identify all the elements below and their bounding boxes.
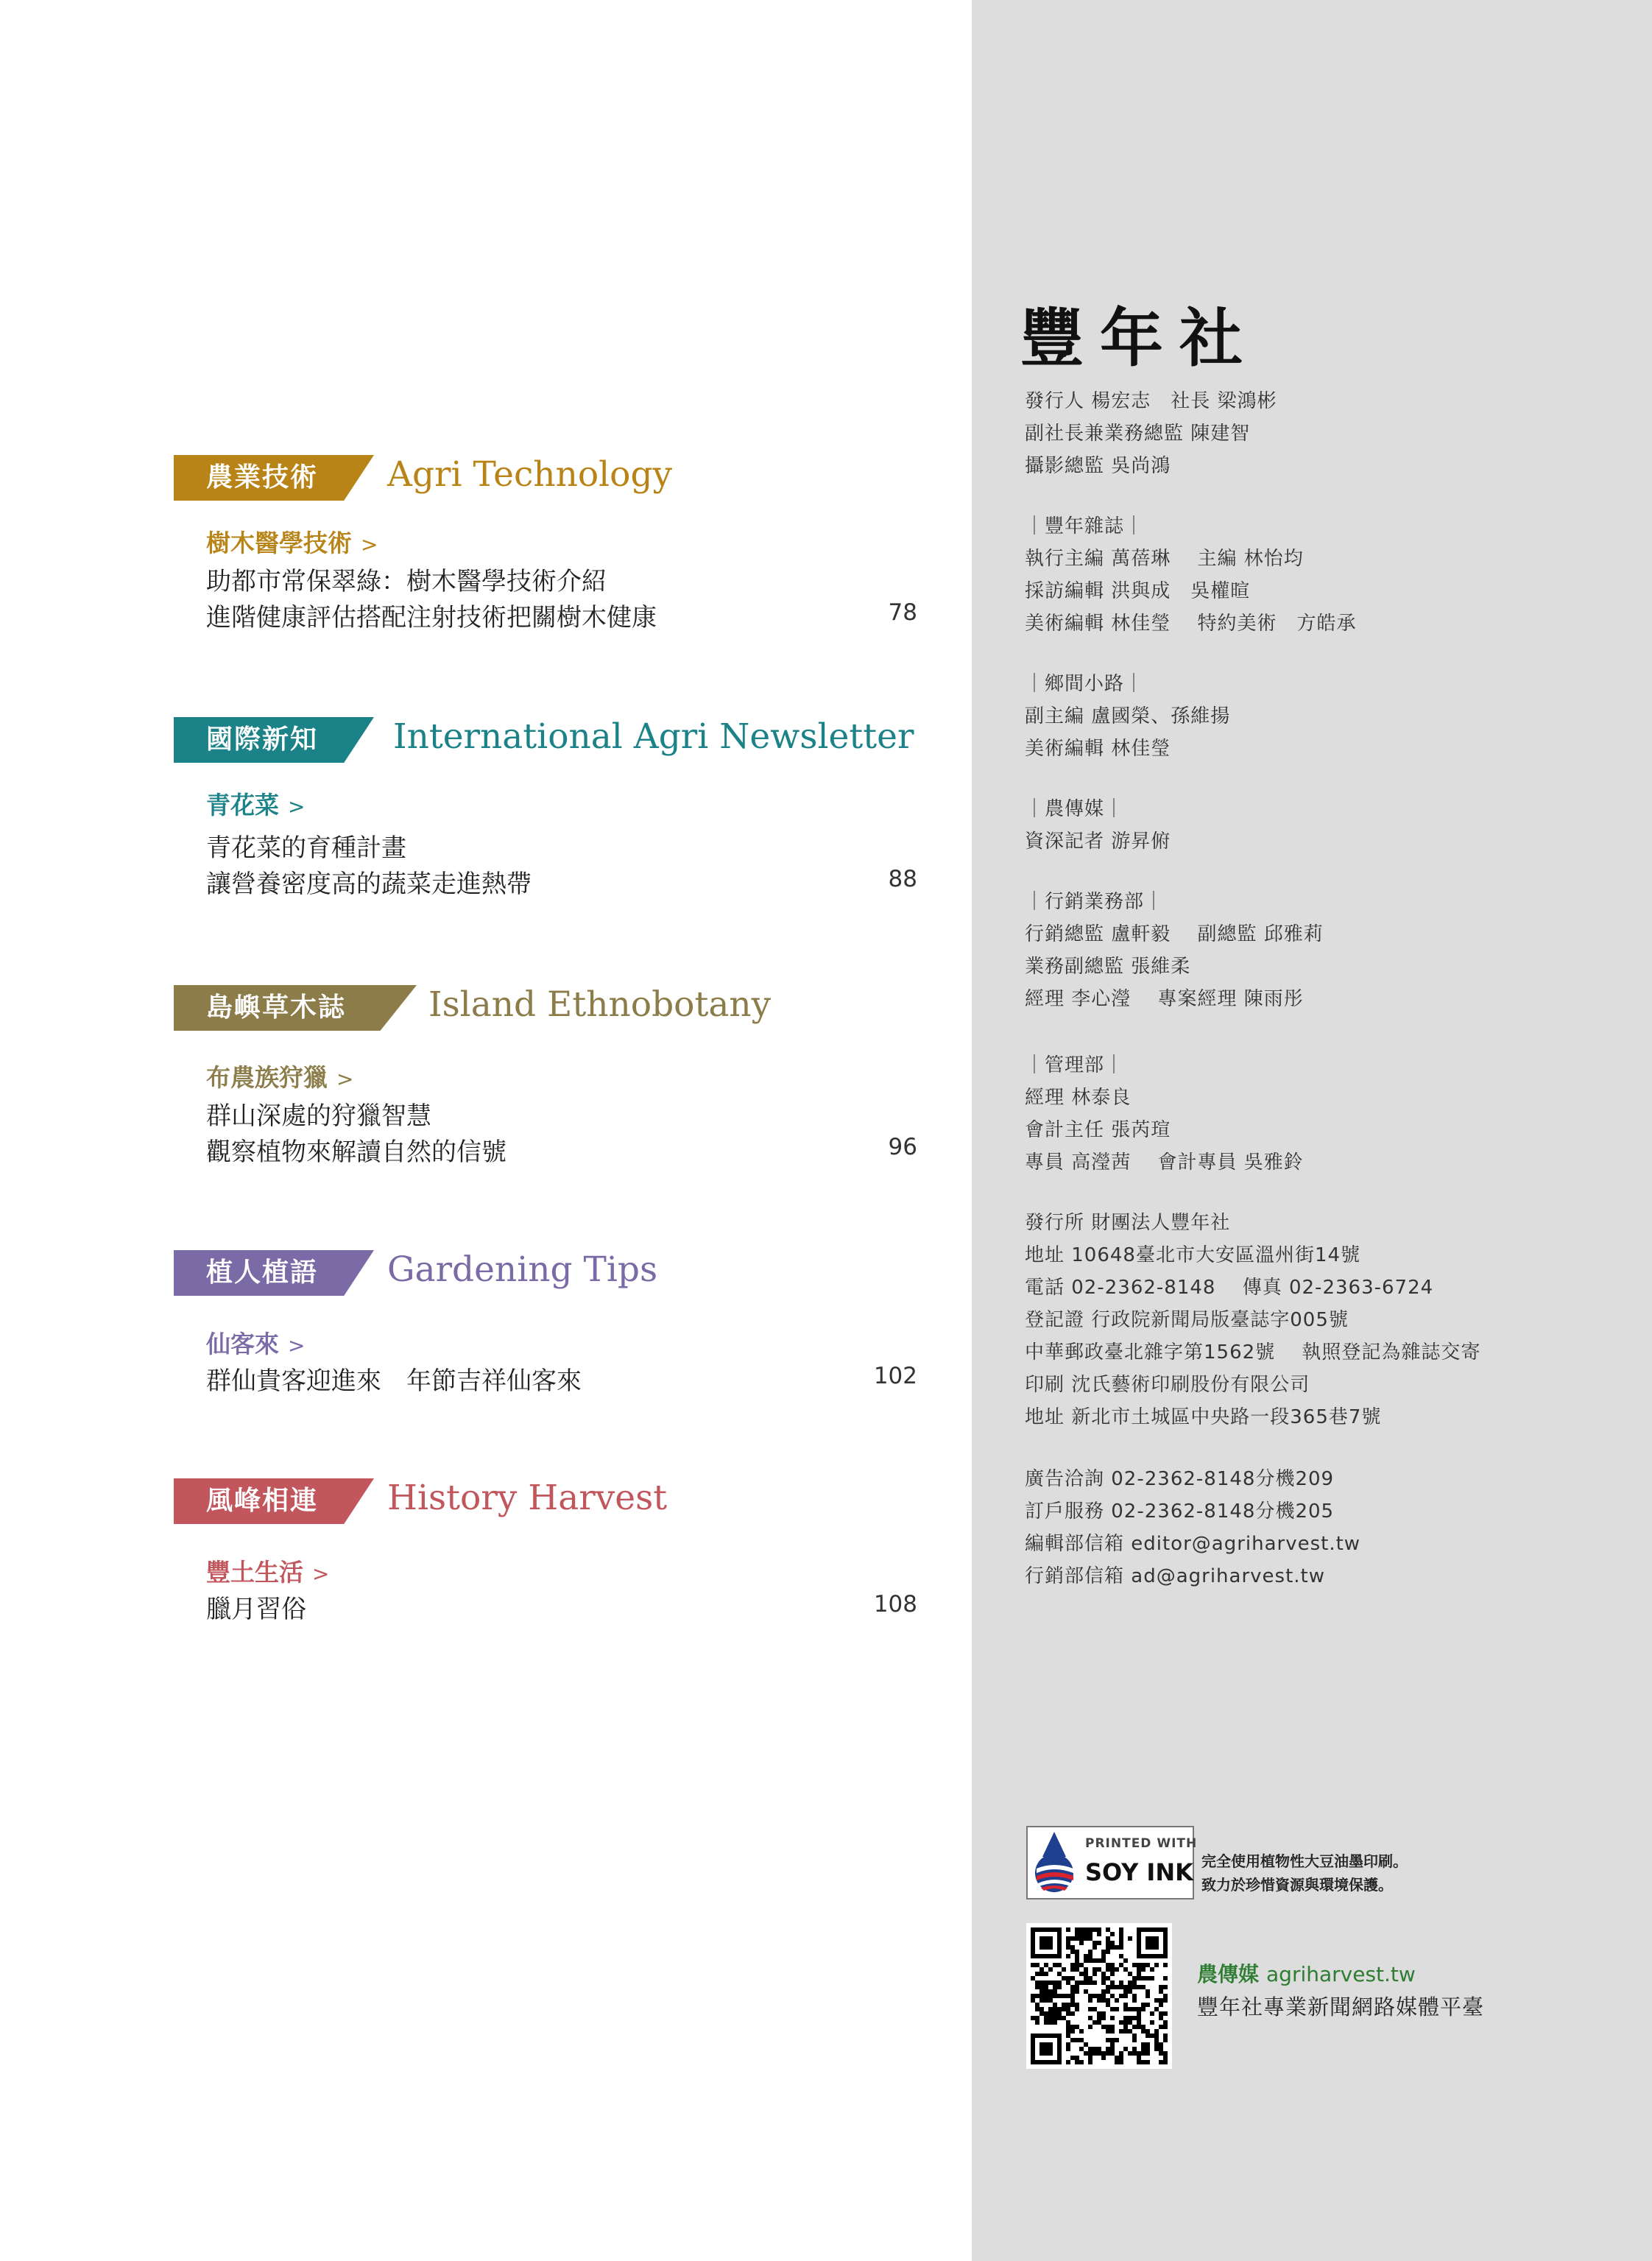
publisher-brand: 豐年社 [1020, 301, 1259, 375]
masthead-line: 副主編 盧國榮、孫維揚 [1025, 705, 1231, 727]
section-english-title: History Harvest [387, 1478, 668, 1518]
masthead-line: 行銷總監 盧軒毅 副總監 邱雅莉 [1025, 923, 1324, 945]
masthead-line: 中華郵政臺北雜字第1562號 執照登記為雜誌交寄 [1025, 1341, 1481, 1364]
masthead-line: 會計主任 張芮瑄 [1025, 1119, 1171, 1141]
masthead-line: 美術編輯 林佳瑩 特約美術 方皓承 [1025, 613, 1357, 635]
masthead-line: 發行人 楊宏志 社長 梁鴻彬 [1025, 390, 1277, 412]
section-tag-label: 農業技術 [206, 462, 319, 493]
soy-ink-note: 致力於珍惜資源與環境保護。 [1201, 1876, 1393, 1894]
masthead-heading: ｜豐年雜誌｜ [1025, 515, 1145, 537]
toc-section-history-harvest [174, 1478, 917, 1626]
section-english-title: International Agri Newsletter [393, 716, 914, 757]
section-subtitle [206, 1059, 353, 1093]
masthead-line: 行銷部信箱 ad@agriharvest.tw [1025, 1565, 1325, 1587]
page-number: 102 [873, 1363, 917, 1389]
soy-logo-small-text: PRINTED WITH [1085, 1836, 1198, 1851]
site-link[interactable] [1197, 1958, 1416, 1988]
page-number: 78 [888, 599, 917, 626]
masthead-line: 地址 10648臺北市大安區溫州街14號 [1025, 1244, 1361, 1266]
masthead-line: 電話 02-2362-8148 傳真 02-2363-6724 [1025, 1277, 1434, 1299]
page-number: 88 [888, 866, 917, 892]
soy-ink-note: 完全使用植物性大豆油墨印刷。 [1201, 1852, 1408, 1870]
page-number: 108 [873, 1591, 917, 1618]
section-tag-label: 國際新知 [206, 724, 319, 755]
masthead-heading: ｜管理部｜ [1025, 1054, 1125, 1076]
subtitle-text: 青花菜 [206, 791, 279, 819]
section-subtitle [206, 524, 378, 559]
masthead-line: 經理 林泰良 [1025, 1087, 1132, 1109]
masthead-line: 執行主編 萬蓓琳 主編 林怡均 [1025, 548, 1304, 570]
site-name: 農傳媒 [1197, 1962, 1260, 1986]
masthead-line: 登記證 行政院新聞局版臺誌字005號 [1025, 1309, 1349, 1331]
article-line: 臘月習俗 [206, 1595, 306, 1624]
section-subtitle [206, 1325, 305, 1360]
qr-code-icon [1026, 1923, 1172, 2069]
section-english-title: Island Ethnobotany [428, 984, 772, 1025]
section-tag-label: 島嶼草木誌 [206, 992, 347, 1023]
soy-logo-big-text: SOY INK [1085, 1858, 1193, 1886]
masthead-line: 業務副總監 張維柔 [1025, 956, 1191, 978]
masthead-line: 發行所 財團法人豐年社 [1025, 1212, 1231, 1234]
qr-code[interactable] [1026, 1923, 1172, 2069]
article-line: 讓營養密度高的蔬菜走進熱帶 [206, 870, 532, 899]
soy-flag-icon [1029, 1827, 1082, 1898]
subtitle-text: 豐土生活 [206, 1558, 303, 1587]
masthead-line: 採訪編輯 洪與成 吳權暄 [1025, 580, 1251, 602]
subtitle-text: 仙客來 [206, 1330, 279, 1358]
section-tag-label: 風峰相連 [206, 1486, 319, 1516]
masthead-line: 經理 李心瀅 專案經理 陳雨彤 [1025, 988, 1304, 1010]
toc-section-island-ethnobotany [174, 985, 917, 1169]
article-line: 群山深處的狩獵智慧 [206, 1101, 431, 1131]
article-line: 觀察植物來解讀自然的信號 [206, 1137, 506, 1167]
masthead-line: 資深記者 游昇俯 [1025, 830, 1171, 853]
page-number: 96 [888, 1134, 917, 1160]
masthead-line: 廣告洽詢 02-2362-8148分機209 [1025, 1468, 1335, 1490]
site-url[interactable]: agriharvest.tw [1266, 1962, 1416, 1986]
section-tag-label: 植人植語 [206, 1258, 319, 1288]
article-line: 群仙貴客迎進來 年節吉祥仙客來 [206, 1366, 582, 1396]
section-english-title: Gardening Tips [387, 1249, 658, 1290]
section-subtitle [206, 1553, 329, 1588]
chevron-right-icon: > [361, 532, 378, 557]
toc-section-agri-technology [174, 455, 917, 639]
masthead-line: 攝影總監 吳尚鴻 [1025, 455, 1171, 477]
chevron-right-icon: > [288, 794, 306, 819]
masthead-line: 訂戶服務 02-2362-8148分機205 [1025, 1500, 1335, 1523]
chevron-right-icon: > [288, 1333, 306, 1358]
chevron-right-icon: > [312, 1562, 330, 1586]
masthead-line: 地址 新北市土城區中央路一段365巷7號 [1025, 1406, 1382, 1428]
section-english-title: Agri Technology [387, 454, 673, 495]
chevron-right-icon: > [336, 1067, 354, 1091]
masthead-line: 副社長兼業務總監 陳建智 [1025, 423, 1251, 445]
soy-ink-logo [1026, 1826, 1198, 1900]
section-subtitle [206, 786, 305, 821]
subtitle-text: 樹木醫學技術 [206, 529, 352, 557]
subtitle-text: 布農族狩獵 [206, 1063, 328, 1092]
toc-section-international [174, 717, 917, 901]
masthead-heading: ｜農傳媒｜ [1025, 798, 1125, 820]
masthead-heading: ｜鄉間小路｜ [1025, 673, 1145, 695]
masthead-heading: ｜行銷業務部｜ [1025, 891, 1165, 913]
masthead-line: 美術編輯 林佳瑩 [1025, 738, 1171, 760]
masthead-line: 專員 高瀅茜 會計專員 吳雅鈴 [1025, 1151, 1304, 1174]
masthead-line: 印刷 沈氏藝術印刷股份有限公司 [1025, 1374, 1310, 1396]
toc-section-gardening-tips [174, 1250, 917, 1397]
masthead-line: 編輯部信箱 editor@agriharvest.tw [1025, 1533, 1361, 1555]
site-description: 豐年社專業新聞網路媒體平臺 [1197, 1994, 1485, 2020]
article-line: 助都市常保翠綠：樹木醫學技術介紹 [206, 567, 607, 596]
article-line: 進階健康評估搭配注射技術把關樹木健康 [206, 603, 657, 632]
article-line: 青花菜的育種計畫 [206, 833, 406, 863]
